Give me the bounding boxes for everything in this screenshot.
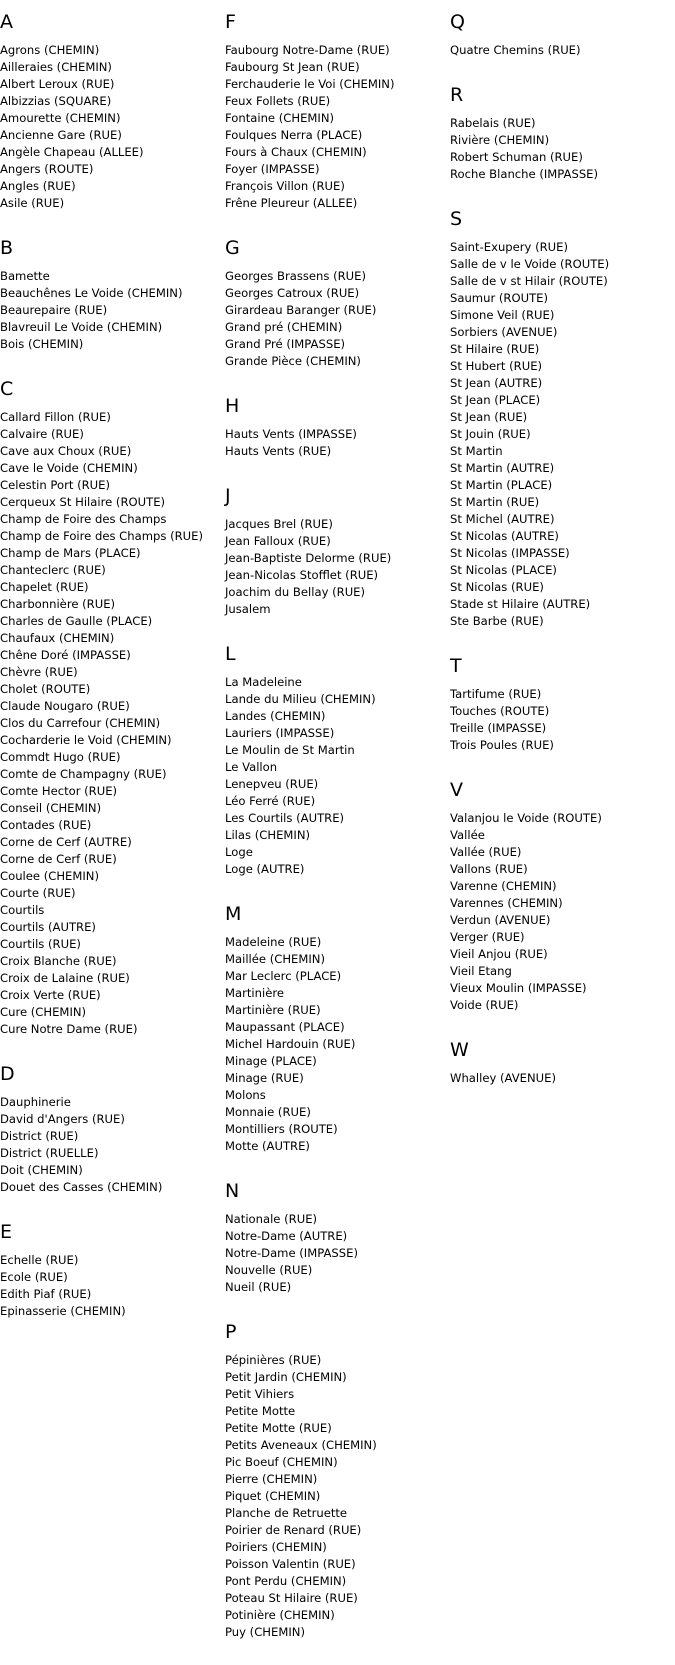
- section-letter: M: [225, 903, 242, 925]
- street-entry: Croix Verte (RUE): [0, 988, 101, 1002]
- street-entry: Vieil Etang: [450, 964, 512, 978]
- street-entry: Grand Pré (IMPASSE): [225, 337, 346, 351]
- street-entry: Corne de Cerf (AUTRE): [0, 835, 132, 849]
- street-entry: Simone Veil (RUE): [450, 308, 555, 322]
- street-entry: Grande Pièce (CHEMIN): [225, 354, 361, 368]
- street-entry: Martinière: [225, 986, 284, 1000]
- street-entry: Nouvelle (RUE): [225, 1263, 313, 1277]
- street-entry: Foulques Nerra (PLACE): [225, 128, 363, 142]
- street-entry: Fours à Chaux (CHEMIN): [225, 145, 367, 159]
- street-entry: Croix de Lalaine (RUE): [0, 971, 130, 985]
- street-entry: Vallée (RUE): [450, 845, 522, 859]
- street-entry: St Jean (PLACE): [450, 393, 541, 407]
- street-entry: St Martin (RUE): [450, 495, 540, 509]
- street-entry: Robert Schuman (RUE): [450, 150, 583, 164]
- letter-group-r: [450, 83, 675, 183]
- section-letter: W: [450, 1039, 469, 1061]
- street-entry: Clos du Carrefour (CHEMIN): [0, 716, 161, 730]
- street-entry: Cocharderie le Void (CHEMIN): [0, 733, 172, 747]
- street-entry: Comte Hector (RUE): [0, 784, 118, 798]
- street-entry: St Michel (AUTRE): [450, 512, 555, 526]
- street-entry: Frêne Pleureur (ALLEE): [225, 196, 358, 210]
- letter-group-d: [0, 1062, 225, 1196]
- street-entry: Loge (AUTRE): [225, 862, 305, 876]
- street-entry: Amourette (CHEMIN): [0, 111, 121, 125]
- street-entry: Maillée (CHEMIN): [225, 952, 326, 966]
- street-entry: Whalley (AVENUE): [450, 1071, 557, 1085]
- street-entry: Mar Leclerc (PLACE): [225, 969, 342, 983]
- street-entry: Lenepveu (RUE): [225, 777, 319, 791]
- letter-group-q: [450, 10, 675, 59]
- street-entry: Puy (CHEMIN): [225, 1625, 305, 1639]
- street-entry: Lauriers (IMPASSE): [225, 726, 335, 740]
- street-entry: Nationale (RUE): [225, 1212, 318, 1226]
- street-entry: Courtils (RUE): [0, 937, 81, 951]
- street-entry: Sorbiers (AVENUE): [450, 325, 558, 339]
- street-entry: David d'Angers (RUE): [0, 1112, 125, 1126]
- street-entry: Loge: [225, 845, 253, 859]
- letter-group-w: [450, 1038, 675, 1087]
- street-entry: St Jouin (RUE): [450, 427, 531, 441]
- section-letter: E: [0, 1221, 13, 1243]
- street-entry: Rivière (CHEMIN): [450, 133, 550, 147]
- street-entry: Verdun (AVENUE): [450, 913, 551, 927]
- section-letter: Q: [450, 11, 465, 33]
- street-entry: District (RUELLE): [0, 1146, 99, 1160]
- street-entry: Lilas (CHEMIN): [225, 828, 311, 842]
- street-entry: Valanjou le Voide (ROUTE): [450, 811, 602, 825]
- street-entry: Agrons (CHEMIN): [0, 43, 100, 57]
- street-entry: Faubourg St Jean (RUE): [225, 60, 360, 74]
- street-entry: Callard Fillon (RUE): [0, 410, 111, 424]
- street-entry: Piquet (CHEMIN): [225, 1489, 321, 1503]
- street-entry: Georges Brassens (RUE): [225, 269, 367, 283]
- section-letter: T: [450, 655, 462, 677]
- street-entry: Angles (RUE): [0, 179, 76, 193]
- street-entry: Petits Aveneaux (CHEMIN): [225, 1438, 377, 1452]
- street-entry: Celestin Port (RUE): [0, 478, 111, 492]
- street-entry: Les Courtils (AUTRE): [225, 811, 345, 825]
- street-entry: Jacques Brel (RUE): [225, 517, 333, 531]
- street-entry: Corne de Cerf (RUE): [0, 852, 117, 866]
- letter-group-b: [0, 236, 225, 353]
- street-entry: Cave aux Choux (RUE): [0, 444, 132, 458]
- section-letter: P: [225, 1321, 237, 1343]
- street-entry: Pic Boeuf (CHEMIN): [225, 1455, 338, 1469]
- street-entry: Le Moulin de St Martin: [225, 743, 355, 757]
- street-entry: Michel Hardouin (RUE): [225, 1037, 356, 1051]
- street-entry: Claude Nougaro (RUE): [0, 699, 130, 713]
- street-entry: Doit (CHEMIN): [0, 1163, 83, 1177]
- street-entry: Pierre (CHEMIN): [225, 1472, 318, 1486]
- letter-group-c: [0, 377, 225, 1038]
- street-entry: Poteau St Hilaire (RUE): [225, 1591, 358, 1605]
- street-entry: Léo Ferré (RUE): [225, 794, 316, 808]
- section-letter: D: [0, 1063, 15, 1085]
- street-entry: Georges Catroux (RUE): [225, 286, 360, 300]
- section-letter: H: [225, 395, 240, 417]
- street-entry: St Jean (RUE): [450, 410, 528, 424]
- street-entry: Asile (RUE): [0, 196, 65, 210]
- street-entry: Minage (PLACE): [225, 1054, 317, 1068]
- street-entry: Roche Blanche (IMPASSE): [450, 167, 599, 181]
- street-entry: Minage (RUE): [225, 1071, 304, 1085]
- column-1: [0, 0, 225, 1344]
- street-entry: Poisson Valentin (RUE): [225, 1557, 356, 1571]
- street-entry: Petit Jardin (CHEMIN): [225, 1370, 347, 1384]
- letter-group-n: [225, 1179, 450, 1296]
- street-entry: Hauts Vents (RUE): [225, 444, 332, 458]
- street-entry: Ancienne Gare (RUE): [0, 128, 122, 142]
- street-entry: Echelle (RUE): [0, 1253, 79, 1267]
- street-entry: Potinière (CHEMIN): [225, 1608, 335, 1622]
- street-entry: Champ de Foire des Champs (RUE): [0, 529, 204, 543]
- street-entry: Vallons (RUE): [450, 862, 528, 876]
- section-letter: F: [225, 11, 236, 33]
- letter-group-j: [225, 484, 450, 618]
- street-entry: Cave le Voide (CHEMIN): [0, 461, 138, 475]
- section-letter: G: [225, 237, 240, 259]
- street-entry: Faubourg Notre-Dame (RUE): [225, 43, 390, 57]
- letter-group-a: [0, 10, 225, 212]
- street-entry: Comte de Champagny (RUE): [0, 767, 167, 781]
- street-entry: Charbonnière (RUE): [0, 597, 116, 611]
- street-entry: Chaufaux (CHEMIN): [0, 631, 115, 645]
- street-entry: Stade st Hilaire (AUTRE): [450, 597, 591, 611]
- street-entry: District (RUE): [0, 1129, 79, 1143]
- column-3: [450, 0, 675, 1111]
- street-entry: Ferchauderie le Voi (CHEMIN): [225, 77, 395, 91]
- street-entry: Fontaine (CHEMIN): [225, 111, 335, 125]
- street-entry: Jean-Nicolas Stofflet (RUE): [225, 568, 379, 582]
- street-entry: Montilliers (ROUTE): [225, 1122, 338, 1136]
- street-entry: Trois Poules (RUE): [450, 738, 554, 752]
- street-entry: Courtils (AUTRE): [0, 920, 96, 934]
- column-2: [225, 0, 450, 1665]
- street-entry: Contades (RUE): [0, 818, 92, 832]
- letter-group-s: [450, 207, 675, 630]
- street-entry: Courtils: [0, 903, 45, 917]
- street-entry: Molons: [225, 1088, 266, 1102]
- street-entry: Croix Blanche (RUE): [0, 954, 117, 968]
- street-entry: Quatre Chemins (RUE): [450, 43, 581, 57]
- street-entry: Planche de Retruette: [225, 1506, 348, 1520]
- street-entry: Commdt Hugo (RUE): [0, 750, 121, 764]
- letter-group-h: [225, 394, 450, 460]
- street-entry: Angers (ROUTE): [0, 162, 94, 176]
- street-entry: Douet des Casses (CHEMIN): [0, 1180, 163, 1194]
- street-entry: St Martin (PLACE): [450, 478, 553, 492]
- street-entry: Vieux Moulin (IMPASSE): [450, 981, 587, 995]
- street-entry: Touches (ROUTE): [450, 704, 550, 718]
- section-letter: L: [225, 643, 236, 665]
- street-entry: Pépinières (RUE): [225, 1353, 322, 1367]
- street-entry: Varenne (CHEMIN): [450, 879, 557, 893]
- street-entry: Jean Falloux (RUE): [225, 534, 331, 548]
- section-letter: N: [225, 1180, 240, 1202]
- street-entry: St Nicolas (PLACE): [450, 563, 557, 577]
- street-entry: Vieil Anjou (RUE): [450, 947, 548, 961]
- letter-group-e: [0, 1220, 225, 1320]
- street-entry: Notre-Dame (AUTRE): [225, 1229, 348, 1243]
- street-entry: Conseil (CHEMIN): [0, 801, 102, 815]
- street-entry: Notre-Dame (IMPASSE): [225, 1246, 358, 1260]
- street-entry: Epinasserie (CHEMIN): [0, 1304, 126, 1318]
- street-entry: Chapelet (RUE): [0, 580, 89, 594]
- section-letter: C: [0, 378, 14, 400]
- street-entry: Grand pré (CHEMIN): [225, 320, 343, 334]
- street-entry: Bamette: [0, 269, 50, 283]
- street-entry: St Martin: [450, 444, 503, 458]
- street-entry: Voide (RUE): [450, 998, 519, 1012]
- section-letter: A: [0, 11, 13, 33]
- street-entry: Jean-Baptiste Delorme (RUE): [225, 551, 392, 565]
- street-entry: Rabelais (RUE): [450, 116, 536, 130]
- letter-group-v: [450, 778, 675, 1014]
- street-entry: Ste Barbe (RUE): [450, 614, 544, 628]
- street-entry: Ecole (RUE): [0, 1270, 68, 1284]
- street-entry: Salle de v st Hilair (ROUTE): [450, 274, 608, 288]
- street-entry: Le Vallon: [225, 760, 278, 774]
- street-entry: St Hilaire (RUE): [450, 342, 540, 356]
- street-entry: Cerqueux St Hilaire (ROUTE): [0, 495, 166, 509]
- street-entry: Angèle Chapeau (ALLEE): [0, 145, 144, 159]
- street-entry: Bois (CHEMIN): [0, 337, 84, 351]
- street-entry: Nueil (RUE): [225, 1280, 292, 1294]
- street-entry: Poirier de Renard (RUE): [225, 1523, 362, 1537]
- street-entry: Saint-Exupery (RUE): [450, 240, 569, 254]
- letter-group-f: [225, 10, 450, 212]
- street-entry: Chanteclerc (RUE): [0, 563, 106, 577]
- street-entry: Petite Motte (RUE): [225, 1421, 332, 1435]
- street-entry: Jusalem: [225, 602, 271, 616]
- letter-group-m: [225, 902, 450, 1155]
- street-entry: Coulee (CHEMIN): [0, 869, 99, 883]
- street-entry: St Nicolas (RUE): [450, 580, 544, 594]
- street-entry: St Hubert (RUE): [450, 359, 543, 373]
- street-entry: Edith Piaf (RUE): [0, 1287, 92, 1301]
- letter-group-g: [225, 236, 450, 370]
- street-entry: Dauphinerie: [0, 1095, 71, 1109]
- street-entry: Feux Follets (RUE): [225, 94, 331, 108]
- street-entry: Verger (RUE): [450, 930, 525, 944]
- street-entry: Varennes (CHEMIN): [450, 896, 563, 910]
- street-entry: St Nicolas (AUTRE): [450, 529, 559, 543]
- street-entry: Joachim du Bellay (RUE): [225, 585, 366, 599]
- section-letter: S: [450, 208, 463, 230]
- street-entry: Hauts Vents (IMPASSE): [225, 427, 357, 441]
- street-entry: Beauchênes Le Voide (CHEMIN): [0, 286, 183, 300]
- street-entry: Calvaire (RUE): [0, 427, 84, 441]
- letter-group-t: [450, 654, 675, 754]
- street-entry: Landes (CHEMIN): [225, 709, 326, 723]
- street-entry: Petite Motte: [225, 1404, 296, 1418]
- street-entry: Motte (AUTRE): [225, 1139, 310, 1153]
- street-entry: St Jean (AUTRE): [450, 376, 543, 390]
- section-letter: B: [0, 237, 14, 259]
- street-entry: François Villon (RUE): [225, 179, 345, 193]
- street-entry: Monnaie (RUE): [225, 1105, 311, 1119]
- street-entry: Salle de v le Voide (ROUTE): [450, 257, 610, 271]
- street-entry: St Nicolas (IMPASSE): [450, 546, 570, 560]
- street-entry: Martinière (RUE): [225, 1003, 321, 1017]
- street-entry: Foyer (IMPASSE): [225, 162, 320, 176]
- street-entry: Champ de Mars (PLACE): [0, 546, 141, 560]
- street-entry: Petit Vihiers: [225, 1387, 295, 1401]
- street-entry: Girardeau Baranger (RUE): [225, 303, 377, 317]
- street-entry: Blavreuil Le Voide (CHEMIN): [0, 320, 163, 334]
- street-entry: Madeleine (RUE): [225, 935, 322, 949]
- street-entry: Vallée: [450, 828, 485, 842]
- street-entry: Tartifume (RUE): [450, 687, 542, 701]
- street-entry: Courte (RUE): [0, 886, 76, 900]
- street-entry: St Martin (AUTRE): [450, 461, 555, 475]
- street-entry: Albert Leroux (RUE): [0, 77, 115, 91]
- street-entry: Ailleraies (CHEMIN): [0, 60, 112, 74]
- street-entry: Charles de Gaulle (PLACE): [0, 614, 153, 628]
- section-letter: J: [225, 485, 231, 507]
- street-entry: Champ de Foire des Champs: [0, 512, 167, 526]
- street-entry: Albizzias (SQUARE): [0, 94, 112, 108]
- street-entry: Maupassant (PLACE): [225, 1020, 345, 1034]
- street-entry: Poiriers (CHEMIN): [225, 1540, 327, 1554]
- street-entry: La Madeleine: [225, 675, 302, 689]
- street-entry: Cure (CHEMIN): [0, 1005, 87, 1019]
- street-entry: Beaurepaire (RUE): [0, 303, 108, 317]
- letter-group-l: [225, 642, 450, 878]
- section-letter: R: [450, 84, 464, 106]
- street-entry: Treille (IMPASSE): [450, 721, 547, 735]
- street-entry: Saumur (ROUTE): [450, 291, 549, 305]
- street-entry: Chèvre (RUE): [0, 665, 78, 679]
- street-entry: Chêne Doré (IMPASSE): [0, 648, 131, 662]
- letter-group-p: [225, 1320, 450, 1641]
- street-entry: Cure Notre Dame (RUE): [0, 1022, 138, 1036]
- street-entry: Lande du Milieu (CHEMIN): [225, 692, 376, 706]
- section-letter: V: [450, 779, 463, 801]
- street-entry: Cholet (ROUTE): [0, 682, 91, 696]
- street-entry: Pont Perdu (CHEMIN): [225, 1574, 347, 1588]
